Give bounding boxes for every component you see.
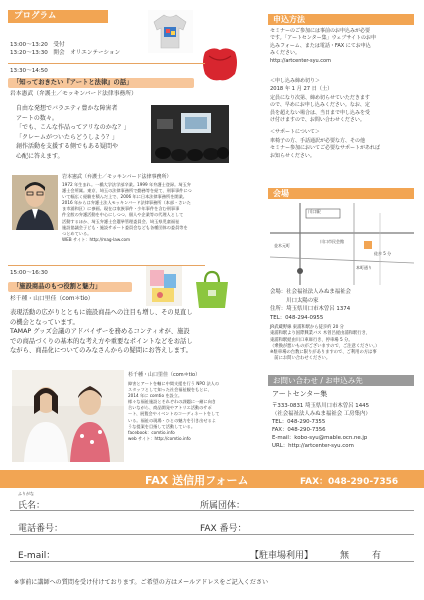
deadline-label: ＜申し込み締め切り＞ [270,78,321,84]
deadline-body: 定員になり次第、締め切らせていただきます ので、早めにお申し込みください。なお、定 員を超えない場合は、当日まで申し込みを受 け付けますので、お問い合わせください。 [270,95,371,124]
map-station-label: 川口駅 [308,209,321,214]
contact-heading: お問い合わせ / お申込み先 [268,375,414,386]
org-label: 所属団体： [200,501,246,511]
iwamoto-photo [12,175,58,230]
parking-label: 【駐車場利用】 [250,551,314,561]
session2-bio: 障害とアートを軸に中間支援を行う NPO 法人の スタッフとして知った社会福祉観をもとに、 2014 年に comtio を設立。 様々な福祉施設とそれぞれの課題に一緒に向き 合いながら、商品開発やアトリエ活動のサポ ート、展覧会やイベントのコーディネートをして いる。福祉の現場・ひとの魅力を引き出せるよ うな提案を目指して活動している。 facebook：comtio.info web サイト：http://comtio.info [128,381,220,441]
session1-bio-name: 岩本憲武（弁護士／モッキンバード法律事務所） [62,174,172,180]
contact-url[interactable]: URL：http://artcenter-syu.com [272,443,354,449]
parking-yes-option[interactable]: 有 [372,551,382,561]
furigana-label: ふりがな [18,491,34,496]
session2-desc: 表現活動の広がりとともに施設商品への注目も増し、その見直し の機会となっています。 TAMAP グッズ会議のアドバイザーを務めるコンティオが、施設 での商品づくりの基本的な考え方や重要なポイントなどをお話し ながら、商品化についてのみなさんからの疑問にお答えします。 [10,309,193,355]
venue-notes: JR武蔵野線 東浦和駅から徒歩約 20 分 東浦和駅より国際興業バス 木曽呂経由浦和駅行き、 東浦和駅経由川口車庫行き、停車場 5 分。 （乗換が悪いものがございますので、ご注意ください。） ※駐車場の台数に限りがありますので、ご利用の方は事 前にお問い合わせください。 [270,325,380,362]
fax-label: FAX 番号： [200,524,247,534]
name-field[interactable] [10,510,414,511]
application-url[interactable]: http://artcenter-syu.com [270,57,331,64]
comtio-photo [12,370,124,462]
program-schedule-1: 13:00～13:20 受付 [10,42,65,48]
session1-title: 「知っておきたい『アートと法律』の話」 [8,78,194,88]
contact-org: アートセンター集 [272,390,328,398]
red-bag-photo [197,44,243,86]
support-label: ＜サポートについて＞ [270,129,320,135]
map-bus-label: 並木元町 [274,243,290,248]
seminar-photo [151,105,229,163]
map-walk-label: 徒歩 5 分 [374,251,392,256]
tshirt-photo [148,10,193,53]
session2-speaker: 杉千種・山口里佳（com＊tio） [10,296,94,302]
program-schedule-2: 13:20～13:30 開会 オリエンテーション [10,50,121,56]
session2-time: 15:00～16:30 [10,270,48,276]
application-body: セミナーのご参加には事前のお申込みが必要 です。「アートセンター集」ウェブサイトのお申 込みフォーム、または電話・FAX にてお申込 みください。 http://artcenter-syu.com [270,28,377,64]
green-bag-photo [190,270,234,310]
session1-bio: 1972 年生まれ。一橋大学法学部卒業。1999 年弁護士登録。埼玉弁 護士会所属。東京、埼玉の法律事務所で勤務等を経て、刑事事件につ いて幅広く経験を積んだ上で、2006 年に日本法律事務所を開業。 2016 年からは弁護士法人モッキンバード法律事務所（本部・さいた ま市浦和区）に参画。現在は家族事件・少年事件を含む刑事事 件全般の弁護活動を中心にしつつ、個人や企業等の代理人として 活動するほか、埼玉弁護士会選挙管理委員会、埼玉県児童福祉 施設協議会子ども・施設サポート委員会なども各種団体の委員等を つとめている。 WEB サイト：http://mag-law.com [62,182,192,242]
products-photo [146,266,182,306]
venue-map [270,203,414,285]
session2-title: 「施設商品のもつ役割と魅力」 [8,282,132,292]
session2-bio-name: 杉千種・山口里佳（com＊tio） [128,372,201,378]
tel-field[interactable] [10,534,414,535]
contact-body: 〒333-0831 埼玉県川口市木曽呂 1445 （社会福祉法人みぬま福祉会 工房集内） TEL：048-290-7355 FAX：048-290-7356 E-mail：kobo-syu@mable.ocn.ne.jp URL：http://artcenter-syu.com [272,403,371,449]
venue-body: 会場：社会福祉法人みぬま福祉会 川口太陽の家 住所：埼玉県川口市木曽呂 1374 TEL：048-294-0955 [270,289,351,321]
venue-heading: 会場 [268,188,414,199]
map-street-label: 本町通り [356,265,372,270]
tel-label: 電話番号： [18,524,64,534]
email-label: E-mail： [18,551,56,561]
application-heading: 申込方法 [268,14,414,25]
program-heading: プログラム [8,10,108,23]
parking-none-option[interactable]: 無 [340,551,350,561]
name-label: 氏名： [18,501,46,511]
contact-email[interactable]: E-mail：kobo-syu@mable.ocn.ne.jp [272,435,368,441]
support-body: 車椅子の方、手話通訳が必要な方、その他 セミナー参加においてご必要なサポートがあれば お知らせください。 [270,138,381,159]
fax-footnote: ※事前に講師への質問を受け付けております。ご希望の方はメールアドレスをご記入ください [14,579,269,586]
fax-number: FAX：048-290-7356 [300,477,399,487]
deadline-date: 2018 年 1 月 27 日（土） [270,86,333,92]
email-field[interactable] [10,561,414,562]
fax-title: FAX 送信用フォーム [145,474,249,487]
map-hall-label: 川口市民会館 [320,239,344,244]
session1-speaker: 岩本憲武（弁護士／モッキンバード法律事務所） [10,91,137,97]
session1-desc: 自由な発想でバラエティ豊かな障害者 アートの数々。 「でも、こんな作品ってアリなのかな？」 「クレームがついたらどうしよう？」 創作活動を支援する側でもある疑問や 心配に答えます。 [16,105,130,160]
session1-time: 13:30～14:50 [10,68,48,74]
